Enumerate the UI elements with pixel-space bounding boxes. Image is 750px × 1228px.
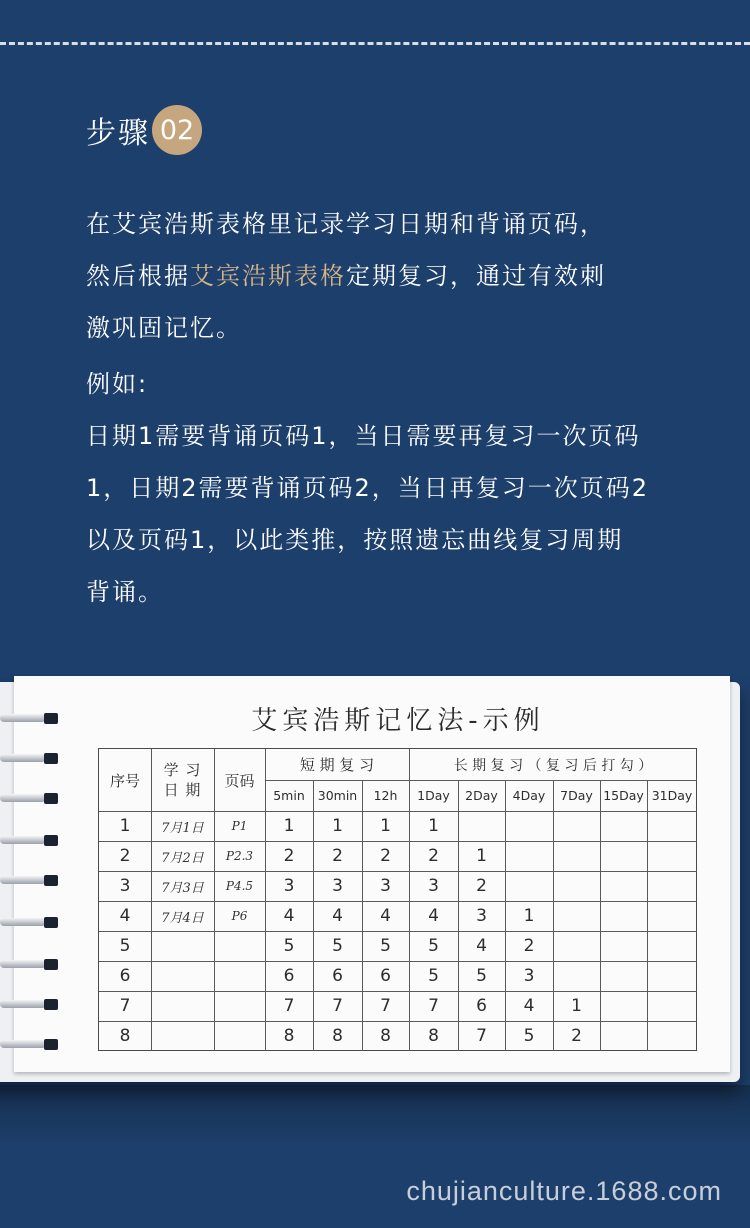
- row-review-cell: 1: [476, 846, 487, 866]
- ring-wire: [0, 714, 46, 722]
- row-seq: 5: [119, 936, 131, 956]
- ring-wire: [0, 918, 46, 926]
- ring-wire: [0, 1000, 46, 1008]
- row-review-cell: [600, 961, 647, 991]
- row-review-cell: 8: [332, 1026, 343, 1046]
- row-review-cell: 3: [428, 876, 439, 896]
- row-review-cell: 5: [428, 936, 439, 956]
- ring-wire: [0, 754, 46, 762]
- header-long-term: 长 期 复 习 （ 复 习 后 打 勾 ）: [453, 757, 653, 774]
- spiral-ring: [0, 712, 60, 726]
- row-page: P2.3: [225, 849, 254, 863]
- ring-wire: [0, 876, 46, 884]
- ring-wire: [0, 836, 46, 844]
- row-review-cell: 2: [476, 876, 487, 896]
- ring-hole: [44, 959, 58, 970]
- intro-paragraph: [86, 198, 696, 354]
- row-review-cell: 5: [283, 936, 295, 956]
- spiral-ring: [0, 1038, 60, 1052]
- row-review-cell: [647, 991, 697, 1021]
- spiral-ring: [0, 792, 60, 806]
- row-review-cell: [647, 841, 697, 871]
- row-review-cell: 3: [476, 906, 487, 926]
- row-review-cell: 8: [283, 1026, 295, 1046]
- row-page: P1: [231, 819, 248, 833]
- row-review-cell: 1: [571, 996, 582, 1016]
- ring-hole: [44, 1039, 58, 1050]
- spiral-ring: [0, 916, 60, 930]
- ebbinghaus-table: [98, 748, 697, 1051]
- header-interval: 31Day: [651, 788, 693, 803]
- row-review-cell: 1: [380, 816, 391, 836]
- header-interval: 4Day: [512, 788, 546, 803]
- row-review-cell: 2: [283, 846, 295, 866]
- spiral-ring: [0, 958, 60, 972]
- highlight-ebbinghaus-table: 艾宾浩斯表格: [190, 262, 346, 290]
- row-date: [151, 1021, 214, 1051]
- row-page: P6: [231, 909, 248, 923]
- row-seq: 8: [119, 1026, 131, 1046]
- step-heading: [86, 106, 202, 154]
- header-interval: 15Day: [603, 788, 644, 803]
- spiral-ring: [0, 874, 60, 888]
- header-seq: 序号: [109, 771, 140, 790]
- row-review-cell: 4: [428, 906, 439, 926]
- header-short-term: 短 期 复 习: [299, 756, 375, 774]
- row-review-cell: [600, 1021, 647, 1051]
- example-line-2: 1，日期2需要背诵页码2，当日再复习一次页码2: [86, 474, 650, 502]
- intro-line-3: 激巩固记忆。: [86, 314, 242, 342]
- intro-line-1: 在艾宾浩斯表格里记录学习日期和背诵页码，: [86, 210, 606, 238]
- header-interval: 30min: [317, 788, 358, 803]
- row-review-cell: 6: [283, 966, 295, 986]
- spiral-ring: [0, 834, 60, 848]
- row-seq: 6: [119, 966, 131, 986]
- row-review-cell: [600, 991, 647, 1021]
- row-review-cell: 7: [428, 996, 439, 1016]
- step-label: 步骤: [86, 116, 150, 151]
- row-page: [214, 931, 265, 961]
- row-review-cell: [553, 961, 600, 991]
- example-heading: 例如:: [86, 370, 149, 398]
- row-review-cell: 2: [332, 846, 343, 866]
- row-review-cell: [600, 931, 647, 961]
- ring-wire: [0, 960, 46, 968]
- header-page: 页码: [224, 771, 255, 790]
- row-page: [214, 1021, 265, 1051]
- ring-hole: [44, 713, 58, 724]
- row-review-cell: 5: [476, 966, 487, 986]
- row-review-cell: [505, 811, 553, 841]
- row-review-cell: [458, 811, 505, 841]
- row-date: 7月4日: [161, 910, 204, 926]
- example-paragraph: [86, 358, 696, 618]
- notebook-shadow: [0, 1085, 750, 1145]
- example-line-3: 以及页码1，以此类推，按照遗忘曲线复习周期: [86, 526, 624, 554]
- example-line-4: 背诵。: [86, 578, 164, 606]
- row-review-cell: 2: [523, 936, 535, 956]
- row-review-cell: 5: [380, 936, 391, 956]
- row-review-cell: 1: [283, 816, 295, 836]
- row-review-cell: 3: [523, 966, 535, 986]
- row-review-cell: 1: [523, 906, 535, 926]
- ring-hole: [44, 999, 58, 1010]
- header-interval: 2Day: [465, 788, 498, 803]
- row-review-cell: [647, 1021, 697, 1051]
- row-date: [151, 991, 214, 1021]
- row-review-cell: 7: [332, 996, 343, 1016]
- row-date: 7月1日: [161, 820, 204, 836]
- row-review-cell: [647, 871, 697, 901]
- row-review-cell: 7: [476, 1026, 487, 1046]
- row-page: P4.5: [225, 879, 254, 893]
- row-review-cell: [553, 901, 600, 931]
- ring-wire: [0, 794, 46, 802]
- row-review-cell: 4: [283, 906, 295, 926]
- row-review-cell: 3: [380, 876, 391, 896]
- watermark: chujianculture.1688.com: [406, 1176, 722, 1206]
- row-review-cell: [553, 811, 600, 841]
- row-review-cell: 7: [283, 996, 295, 1016]
- row-review-cell: 5: [428, 966, 439, 986]
- row-seq: 1: [119, 816, 131, 836]
- intro-line-2: 然后根据艾宾浩斯表格定期复习，通过有效刺: [86, 262, 606, 290]
- row-review-cell: [600, 811, 647, 841]
- top-dashed-divider: [0, 42, 750, 45]
- ring-hole: [44, 793, 58, 804]
- row-review-cell: [600, 841, 647, 871]
- row-review-cell: 6: [380, 966, 391, 986]
- row-review-cell: 4: [523, 996, 535, 1016]
- row-review-cell: [553, 871, 600, 901]
- row-review-cell: [505, 871, 553, 901]
- row-review-cell: 8: [380, 1026, 391, 1046]
- header-interval: 5min: [273, 788, 305, 803]
- row-review-cell: 3: [283, 876, 295, 896]
- row-review-cell: 5: [523, 1026, 535, 1046]
- row-review-cell: 6: [476, 996, 487, 1016]
- row-review-cell: 1: [428, 816, 439, 836]
- header-interval: 12h: [373, 788, 398, 803]
- header-interval: 1Day: [417, 788, 450, 803]
- header-interval: 7Day: [560, 788, 593, 803]
- ring-hole: [44, 753, 58, 764]
- row-seq: 3: [119, 876, 131, 896]
- row-review-cell: 4: [332, 906, 343, 926]
- row-review-cell: 2: [571, 1026, 582, 1046]
- spiral-ring: [0, 752, 60, 766]
- row-review-cell: 2: [428, 846, 439, 866]
- row-review-cell: [647, 811, 697, 841]
- row-date: [151, 931, 214, 961]
- row-date: 7月3日: [161, 880, 204, 896]
- example-line-1: 日期1需要背诵页码1，当日需要再复习一次页码: [86, 422, 641, 450]
- header-study-date: 学 习 日 期: [163, 761, 202, 799]
- row-review-cell: 4: [380, 906, 391, 926]
- row-seq: 4: [119, 906, 131, 926]
- row-page: [214, 961, 265, 991]
- spiral-ring: [0, 998, 60, 1012]
- row-date: [151, 961, 214, 991]
- row-review-cell: 2: [380, 846, 391, 866]
- row-review-cell: [647, 901, 697, 931]
- row-review-cell: 3: [332, 876, 343, 896]
- row-date: 7月2日: [161, 850, 204, 866]
- ring-wire: [0, 1040, 46, 1048]
- row-review-cell: 5: [332, 936, 343, 956]
- row-review-cell: [647, 931, 697, 961]
- row-review-cell: 6: [332, 966, 343, 986]
- ring-hole: [44, 917, 58, 928]
- ring-hole: [44, 835, 58, 846]
- row-review-cell: [553, 931, 600, 961]
- sheet-title: 艾宾浩斯记忆法-示例: [251, 706, 545, 736]
- row-review-cell: 8: [428, 1026, 439, 1046]
- step-number-badge: 02: [152, 105, 202, 155]
- row-page: [214, 991, 265, 1021]
- row-review-cell: 4: [476, 936, 487, 956]
- row-review-cell: 1: [332, 816, 343, 836]
- row-seq: 2: [119, 846, 131, 866]
- row-review-cell: 7: [380, 996, 391, 1016]
- row-review-cell: [600, 901, 647, 931]
- ring-hole: [44, 875, 58, 886]
- row-review-cell: [600, 871, 647, 901]
- row-seq: 7: [119, 996, 131, 1016]
- row-review-cell: [647, 961, 697, 991]
- row-review-cell: [553, 841, 600, 871]
- row-review-cell: [505, 841, 553, 871]
